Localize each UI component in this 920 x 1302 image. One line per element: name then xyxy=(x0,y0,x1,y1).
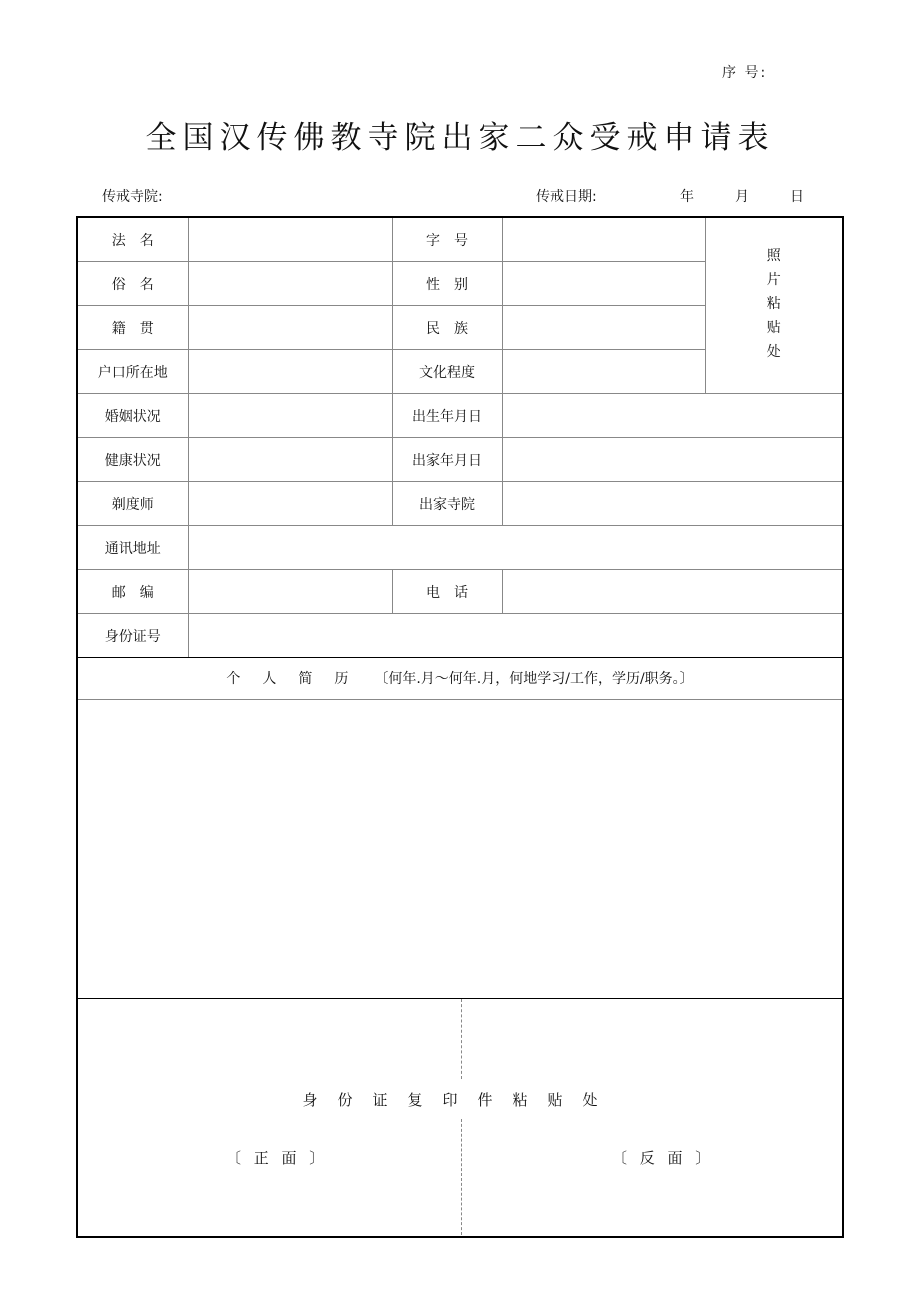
ethnicity-field[interactable] xyxy=(502,306,705,350)
marital-status-field[interactable] xyxy=(188,394,392,438)
date-year-label: 年 xyxy=(680,189,694,205)
id-front-label: 〔 正 面 〕 xyxy=(226,1149,329,1167)
lay-name-label: 俗 名 xyxy=(78,262,188,306)
application-form xyxy=(76,216,844,1238)
native-place-label: 籍 贯 xyxy=(78,306,188,350)
courtesy-name-label: 字 号 xyxy=(392,218,502,262)
health-status-field[interactable] xyxy=(188,438,392,482)
tonsure-master-field[interactable] xyxy=(188,482,392,526)
id-back-label: 〔 反 面 〕 xyxy=(612,1149,715,1167)
ordination-date-label-cell: 出家年月日 xyxy=(392,438,502,482)
dharma-name-label: 法 名 xyxy=(78,218,188,262)
gender-label: 性 别 xyxy=(392,262,502,306)
date-day-label: 日 xyxy=(790,189,804,205)
address-field[interactable] xyxy=(188,526,842,570)
resume-field[interactable] xyxy=(78,700,842,998)
address-label: 通讯地址 xyxy=(78,526,188,570)
phone-label: 电 话 xyxy=(392,570,502,614)
photo-char: 片 xyxy=(766,272,781,288)
native-place-field[interactable] xyxy=(188,306,392,350)
id-copy-title: 身份证复印件粘贴处 xyxy=(302,1091,618,1109)
photo-char: 照 xyxy=(766,248,781,264)
home-temple-label: 出家寺院 xyxy=(392,482,502,526)
birth-date-label: 出生年月日 xyxy=(392,394,502,438)
id-copy-area[interactable] xyxy=(78,998,842,1236)
postcode-label: 邮 编 xyxy=(78,570,188,614)
personal-info-table xyxy=(78,218,842,658)
household-registration-label: 户口所在地 xyxy=(78,350,188,394)
dharma-name-field[interactable] xyxy=(188,218,392,262)
ordination-temple-label: 传戒寺院: xyxy=(102,189,163,205)
ordination-date-field[interactable] xyxy=(502,438,842,482)
birth-date-field[interactable] xyxy=(502,394,842,438)
date-month-label: 月 xyxy=(735,189,749,205)
marital-status-label: 婚姻状况 xyxy=(78,394,188,438)
photo-char: 粘 xyxy=(766,296,781,312)
photo-area[interactable] xyxy=(705,218,842,394)
education-label: 文化程度 xyxy=(392,350,502,394)
photo-char: 贴 xyxy=(766,320,781,336)
resume-heading xyxy=(78,657,842,700)
lay-name-field[interactable] xyxy=(188,262,392,306)
home-temple-field[interactable] xyxy=(502,482,842,526)
tonsure-master-label: 剃度师 xyxy=(78,482,188,526)
id-number-field[interactable] xyxy=(188,614,842,658)
ethnicity-label: 民 族 xyxy=(392,306,502,350)
serial-number-label: 序 号: xyxy=(722,65,768,81)
divider-dashed-bottom xyxy=(461,1119,462,1235)
resume-note: 〔何年.月～何年.月，何地学习/工作，学历/职务。〕 xyxy=(374,671,694,687)
postcode-field[interactable] xyxy=(188,570,392,614)
gender-field[interactable] xyxy=(502,262,705,306)
divider-dashed-top xyxy=(461,999,462,1079)
education-field[interactable] xyxy=(502,350,705,394)
photo-char: 处 xyxy=(766,344,781,360)
id-number-label: 身份证号 xyxy=(78,614,188,658)
phone-field[interactable] xyxy=(502,570,842,614)
courtesy-name-field[interactable] xyxy=(502,218,705,262)
household-registration-field[interactable] xyxy=(188,350,392,394)
ordination-date-label: 传戒日期: xyxy=(536,189,597,205)
health-status-label: 健康状况 xyxy=(78,438,188,482)
resume-title: 个人简历 xyxy=(226,671,371,687)
form-title: 全国汉传佛教寺院出家二众受戒申请表 xyxy=(145,120,775,156)
